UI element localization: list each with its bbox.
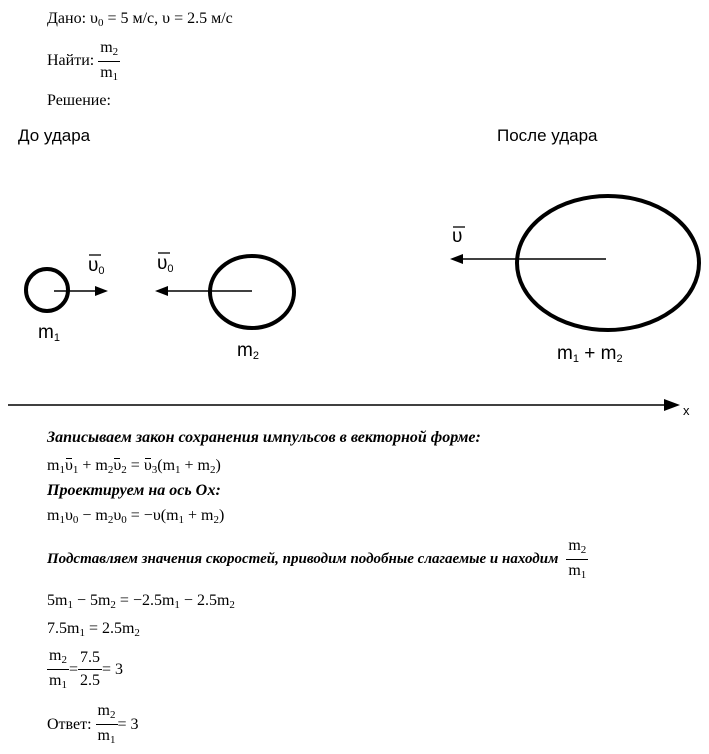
given-label: Дано:	[47, 10, 87, 27]
combined-mass-label: $m_1 + m_2$	[557, 343, 623, 365]
eq3-mass-fraction: $\frac{m_2}{m_1}$	[49, 647, 67, 691]
given-v0-value: = 5 м/с,	[107, 10, 163, 27]
equation-3: $\frac{m_2}{m_1}$ = $\frac{7.5}{2.5}$ = 3	[49, 647, 124, 691]
combined-ball	[517, 196, 699, 330]
after-impact-label: После удара	[497, 126, 598, 145]
vector-equation: $m_1\upsilon_1 + m_2\upsilon_2 = \upsilon_3(m_1 + m_2)$	[47, 457, 221, 476]
arrowhead-m2	[155, 286, 168, 296]
ball-m1	[26, 269, 68, 311]
find-label: Найти:	[47, 52, 95, 70]
given-v-value: = 2.5 м/с	[174, 10, 233, 27]
x-axis-arrowhead	[664, 399, 680, 411]
projection-equation: $m_1\upsilon_0 - m_2\upsilon_0 = -\upsilon(m_1 + m_2)$	[47, 507, 225, 526]
find-fraction: $\frac{m_2}{m_1}$	[100, 39, 119, 83]
v-label: υ	[452, 226, 463, 247]
vector-form-heading: Записываем закон сохранения импульсов в векторной форме:	[47, 429, 481, 446]
equation-2: $7.5m_1 = 2.5m_2$	[47, 620, 140, 639]
substitute-line	[47, 538, 588, 581]
substitute-heading: Подставляем значения скоростей, приводим подобные слагаемые и находим	[47, 551, 559, 567]
substitute-fraction: $\frac{m_2}{m_1}$	[568, 537, 587, 581]
answer-result: = 3	[117, 715, 139, 733]
solution-label: Решение:	[47, 92, 111, 109]
x-axis-label: x	[683, 403, 690, 418]
eq3-number-fraction: $\frac{7.5}{2.5}$	[79, 649, 100, 689]
mass2-label: $m_2$	[237, 340, 259, 362]
equation-1: $5m_1 - 5m_2 = -2.5m_1 - 2.5m_2$	[47, 592, 235, 611]
before-impact-label: До удара	[18, 126, 91, 145]
mass1-label: $m_1$	[38, 322, 60, 344]
given-v: υ	[162, 10, 171, 27]
arrowhead-combined	[450, 254, 463, 264]
answer-line	[47, 703, 139, 746]
answer-label: Ответ:	[47, 715, 92, 733]
given-v0: $\upsilon_0$	[90, 10, 104, 29]
v0-label-left: $\upsilon_0$	[157, 253, 174, 275]
arrowhead-m1	[95, 286, 108, 296]
ball-m2	[210, 256, 294, 328]
projection-heading: Проектируем на ось Ох:	[47, 482, 221, 499]
answer-fraction: $\frac{m_2}{m_1}$	[97, 702, 116, 746]
v0-label-right: $\upsilon_0$	[88, 255, 105, 277]
